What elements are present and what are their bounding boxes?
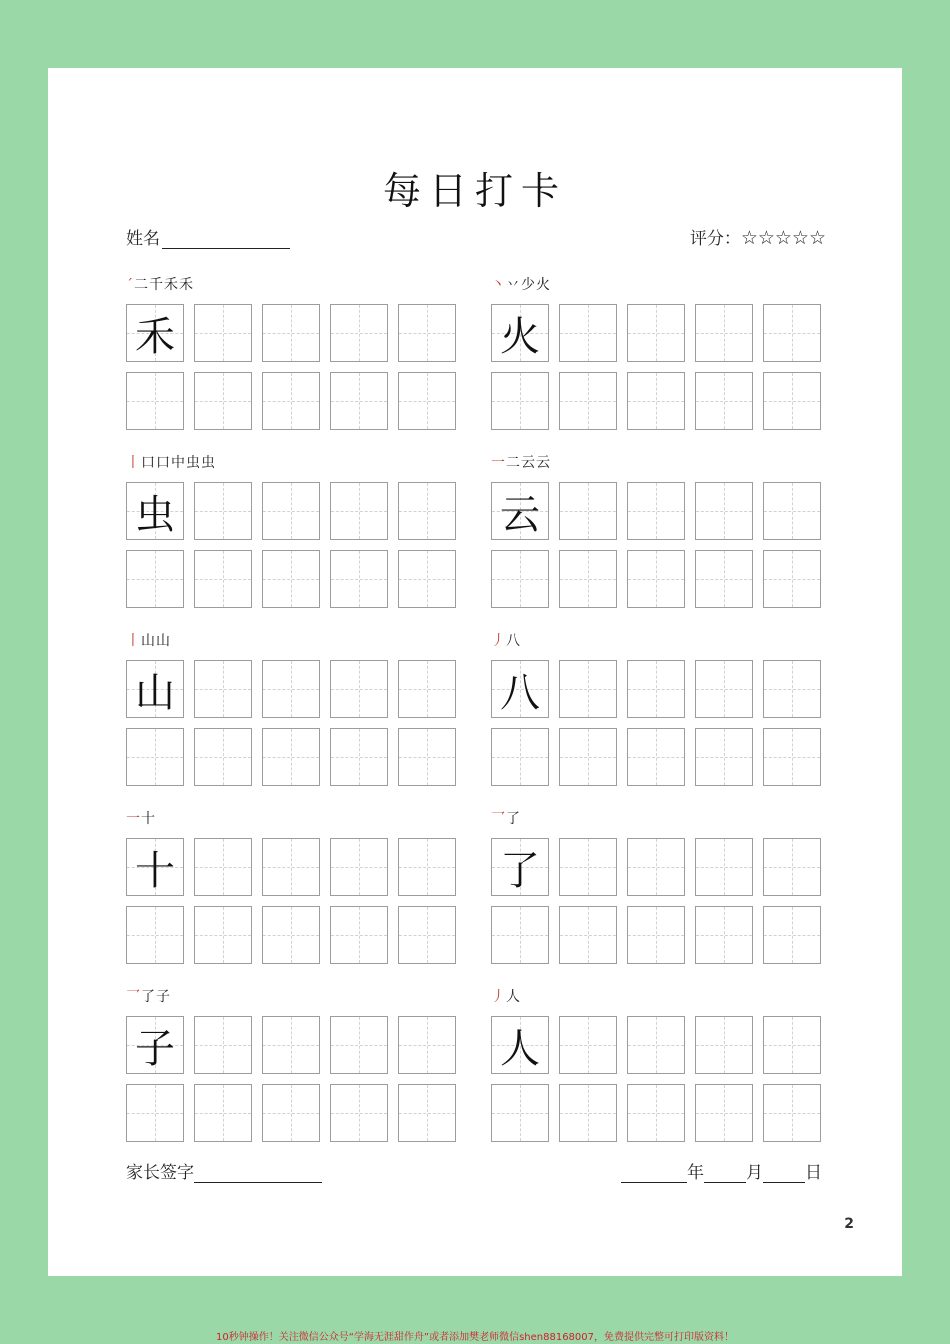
practice-block — [126, 811, 462, 972]
writing-cell[interactable] — [491, 838, 549, 896]
writing-cell[interactable] — [695, 906, 753, 964]
stroke-step: 口 — [141, 455, 156, 471]
writing-cell[interactable] — [763, 906, 821, 964]
writing-cell[interactable] — [627, 1016, 685, 1074]
writing-cell[interactable] — [262, 1016, 320, 1074]
writing-cell[interactable] — [763, 1084, 821, 1142]
writing-cell[interactable] — [194, 660, 252, 718]
writing-cell[interactable] — [559, 906, 617, 964]
writing-cell[interactable] — [627, 1084, 685, 1142]
writing-cell[interactable] — [398, 304, 456, 362]
stroke-step: 人 — [506, 989, 521, 1005]
writing-cell[interactable] — [126, 728, 184, 786]
writing-cell[interactable] — [695, 838, 753, 896]
score-field — [690, 224, 826, 249]
writing-cell[interactable] — [262, 728, 320, 786]
stroke-order — [126, 808, 156, 828]
model-character: 山 — [135, 669, 175, 716]
stroke-order — [491, 274, 551, 294]
writing-cell[interactable] — [763, 550, 821, 608]
writing-cell[interactable] — [627, 550, 685, 608]
writing-cell[interactable] — [491, 1084, 549, 1142]
writing-cell[interactable] — [262, 838, 320, 896]
signature-line[interactable] — [194, 1164, 322, 1183]
stroke-order — [491, 630, 521, 650]
practice-block — [491, 455, 827, 616]
writing-cell[interactable] — [627, 372, 685, 430]
writing-cell[interactable] — [330, 660, 388, 718]
writing-cell[interactable] — [491, 304, 549, 362]
star-rating[interactable]: ☆☆☆☆☆ — [740, 227, 826, 249]
stroke-step: 二 — [506, 455, 521, 471]
writing-cell[interactable] — [126, 1084, 184, 1142]
writing-cell[interactable] — [330, 1016, 388, 1074]
writing-cell[interactable] — [763, 660, 821, 718]
writing-cell[interactable] — [491, 550, 549, 608]
model-character: 人 — [500, 1025, 540, 1072]
name-label: 姓名 — [126, 229, 160, 249]
date-field — [621, 1158, 822, 1183]
writing-cell[interactable] — [559, 1016, 617, 1074]
writing-cell[interactable] — [398, 660, 456, 718]
footer-notice: 10秒钟操作！关注微信公众号“学海无涯甜作舟”或者添加樊老师微信shen88168007，免费提供完整可打印版资料！ — [215, 1332, 735, 1343]
writing-cell[interactable] — [194, 482, 252, 540]
writing-cell[interactable] — [398, 550, 456, 608]
writing-cell[interactable] — [330, 728, 388, 786]
writing-cell[interactable] — [627, 304, 685, 362]
stroke-step: 虫 — [201, 455, 216, 471]
writing-cell[interactable] — [559, 372, 617, 430]
writing-cell[interactable] — [262, 372, 320, 430]
day-line[interactable] — [763, 1164, 805, 1183]
writing-cell[interactable] — [695, 304, 753, 362]
practice-block — [126, 989, 462, 1150]
stroke-step: 乛 — [126, 989, 141, 1005]
writing-cell[interactable] — [330, 372, 388, 430]
page-number: 2 — [844, 1216, 854, 1232]
writing-cell[interactable] — [398, 1016, 456, 1074]
stroke-step: ˊ — [126, 277, 134, 293]
writing-cell[interactable] — [695, 1016, 753, 1074]
writing-cell[interactable] — [627, 660, 685, 718]
writing-cell[interactable] — [194, 906, 252, 964]
stroke-step: 丷 — [506, 277, 521, 293]
stroke-step: 千 — [149, 277, 164, 293]
stroke-order — [491, 808, 521, 828]
writing-cell[interactable] — [398, 728, 456, 786]
day-label: 日 — [805, 1163, 822, 1183]
stroke-step: 乛 — [491, 811, 506, 827]
writing-cell[interactable] — [491, 1016, 549, 1074]
stroke-step: 一 — [491, 455, 506, 471]
writing-cell[interactable] — [330, 482, 388, 540]
stroke-step: 少 — [521, 277, 536, 293]
writing-cell[interactable] — [559, 660, 617, 718]
writing-cell[interactable] — [398, 838, 456, 896]
writing-cell[interactable] — [194, 372, 252, 430]
writing-cell[interactable] — [627, 838, 685, 896]
writing-cell[interactable] — [262, 304, 320, 362]
writing-cell[interactable] — [262, 1084, 320, 1142]
writing-cell[interactable] — [559, 482, 617, 540]
writing-cell[interactable] — [194, 1016, 252, 1074]
stroke-order — [491, 986, 521, 1006]
writing-cell[interactable] — [126, 550, 184, 608]
model-character: 云 — [500, 491, 540, 538]
practice-block — [491, 633, 827, 794]
writing-cell[interactable] — [559, 838, 617, 896]
writing-cell[interactable] — [763, 728, 821, 786]
stroke-step: 丨 — [126, 633, 141, 649]
writing-cell[interactable] — [262, 660, 320, 718]
writing-cell[interactable] — [763, 372, 821, 430]
stroke-step: 禾 — [179, 277, 194, 293]
writing-cell[interactable] — [398, 1084, 456, 1142]
model-character: 了 — [500, 847, 540, 894]
writing-cell[interactable] — [194, 550, 252, 608]
writing-cell[interactable] — [763, 838, 821, 896]
stroke-step: 八 — [506, 633, 521, 649]
writing-cell[interactable] — [126, 372, 184, 430]
writing-cell[interactable] — [330, 838, 388, 896]
model-character: 子 — [135, 1025, 175, 1072]
stroke-step: 禾 — [164, 277, 179, 293]
model-character: 十 — [135, 847, 175, 894]
writing-cell[interactable] — [330, 1084, 388, 1142]
practice-block — [126, 455, 462, 616]
writing-cell[interactable] — [398, 372, 456, 430]
writing-cell[interactable] — [491, 660, 549, 718]
stroke-step: 丿 — [491, 989, 506, 1005]
model-character: 火 — [500, 313, 540, 360]
writing-cell[interactable] — [695, 660, 753, 718]
writing-cell[interactable] — [695, 372, 753, 430]
stroke-step: 丶 — [491, 277, 506, 293]
writing-cell[interactable] — [695, 1084, 753, 1142]
writing-cell[interactable] — [194, 1084, 252, 1142]
model-character: 禾 — [135, 313, 175, 360]
writing-cell[interactable] — [695, 550, 753, 608]
writing-cell[interactable] — [627, 906, 685, 964]
practice-block — [126, 277, 462, 438]
writing-cell[interactable] — [695, 728, 753, 786]
parent-signature-field — [126, 1158, 322, 1183]
stroke-order — [126, 452, 216, 472]
writing-cell[interactable] — [491, 372, 549, 430]
writing-cell[interactable] — [126, 838, 184, 896]
stroke-step: 火 — [536, 277, 551, 293]
month-line[interactable] — [704, 1164, 746, 1183]
writing-cell[interactable] — [627, 728, 685, 786]
writing-cell[interactable] — [126, 660, 184, 718]
writing-cell[interactable] — [763, 1016, 821, 1074]
practice-block — [491, 989, 827, 1150]
practice-block — [126, 633, 462, 794]
stroke-step: 二 — [134, 277, 149, 293]
writing-cell[interactable] — [559, 728, 617, 786]
writing-cell[interactable] — [194, 838, 252, 896]
writing-cell[interactable] — [262, 550, 320, 608]
writing-cell[interactable] — [559, 550, 617, 608]
writing-cell[interactable] — [695, 482, 753, 540]
writing-cell[interactable] — [559, 304, 617, 362]
stroke-step: 十 — [141, 811, 156, 827]
model-character: 八 — [500, 669, 540, 716]
score-label: 评分： — [689, 229, 741, 249]
stroke-step: 虫 — [186, 455, 201, 471]
practice-block — [491, 277, 827, 438]
writing-cell[interactable] — [330, 906, 388, 964]
stroke-step: 子 — [156, 989, 171, 1005]
page-title: 每日打卡 — [382, 169, 567, 213]
year-label: 年 — [687, 1163, 704, 1183]
month-label: 月 — [746, 1163, 763, 1183]
stroke-step: 山 — [156, 633, 171, 649]
stroke-step: 中 — [171, 455, 186, 471]
stroke-order — [126, 630, 171, 650]
stroke-order — [126, 274, 194, 294]
stroke-order — [126, 986, 171, 1006]
year-line[interactable] — [621, 1164, 687, 1183]
writing-cell[interactable] — [559, 1084, 617, 1142]
writing-cell[interactable] — [126, 304, 184, 362]
stroke-step: 口 — [156, 455, 171, 471]
writing-cell[interactable] — [491, 482, 549, 540]
writing-cell[interactable] — [126, 906, 184, 964]
writing-cell[interactable] — [330, 304, 388, 362]
writing-cell[interactable] — [330, 550, 388, 608]
writing-cell[interactable] — [126, 482, 184, 540]
writing-cell[interactable] — [627, 482, 685, 540]
name-line[interactable] — [162, 230, 290, 249]
stroke-step: 云 — [536, 455, 551, 471]
stroke-step: 山 — [141, 633, 156, 649]
worksheet-page — [48, 68, 902, 1276]
writing-cell[interactable] — [194, 304, 252, 362]
stroke-step: 丨 — [126, 455, 141, 471]
writing-cell[interactable] — [262, 482, 320, 540]
writing-cell[interactable] — [398, 482, 456, 540]
writing-cell[interactable] — [491, 906, 549, 964]
writing-cell[interactable] — [194, 728, 252, 786]
sign-label: 家长签字 — [126, 1163, 194, 1183]
writing-cell[interactable] — [763, 482, 821, 540]
writing-cell[interactable] — [763, 304, 821, 362]
stroke-step: 了 — [141, 989, 156, 1005]
stroke-step: 一 — [126, 811, 141, 827]
stroke-step: 丿 — [491, 633, 506, 649]
stroke-step: 云 — [521, 455, 536, 471]
writing-cell[interactable] — [126, 1016, 184, 1074]
writing-cell[interactable] — [491, 728, 549, 786]
model-character: 虫 — [135, 491, 175, 538]
writing-cell[interactable] — [398, 906, 456, 964]
practice-block — [491, 811, 827, 972]
writing-cell[interactable] — [262, 906, 320, 964]
stroke-step: 了 — [506, 811, 521, 827]
name-field — [126, 224, 290, 249]
stroke-order — [491, 452, 551, 472]
